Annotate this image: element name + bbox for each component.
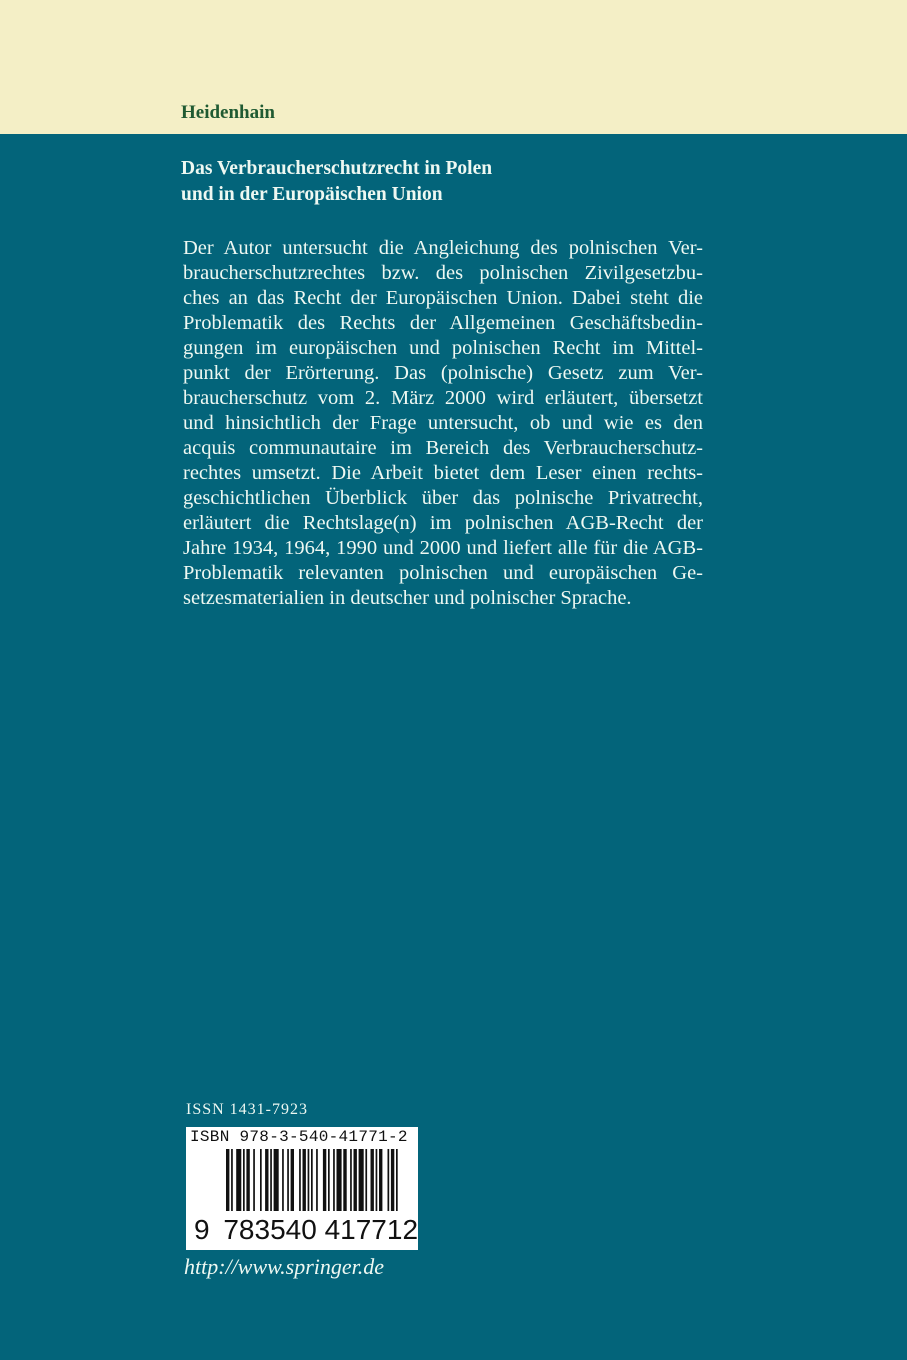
barcode-bar xyxy=(231,1149,233,1211)
author-name: Heidenhain xyxy=(181,102,275,123)
title-line: Das Verbraucherschutzrecht in Polen xyxy=(181,158,493,179)
barcode-bar xyxy=(333,1149,335,1211)
barcode-bar xyxy=(350,1149,352,1211)
blurb-line: erläutert die Rechtslage(n) im polnischen AGB-Recht der xyxy=(183,512,703,534)
blurb-line: Jahre 1934, 1964, 1990 und 2000 und liefert alle für die AGB- xyxy=(183,537,703,559)
barcode-bar xyxy=(311,1149,313,1211)
barcode-bars xyxy=(226,1149,406,1211)
barcode-bar xyxy=(226,1149,229,1211)
barcode-bar xyxy=(316,1149,318,1211)
barcode-bar xyxy=(371,1149,374,1211)
blurb-line: und hinsichtlich der Frage untersucht, ob und wie es den xyxy=(183,412,703,434)
barcode-bar xyxy=(376,1149,378,1211)
ean-digits xyxy=(194,1214,418,1246)
barcode-bar xyxy=(270,1149,272,1211)
blurb-line: braucherschutz vom 2. März 2000 wird erläutert, übersetzt xyxy=(183,387,703,409)
ean-right: 417712 xyxy=(324,1214,418,1245)
book-title xyxy=(181,156,492,208)
blurb-line: Der Autor untersucht die Angleichung des polnischen Ver- xyxy=(183,237,703,259)
barcode-bar xyxy=(396,1149,398,1211)
barcode-bar xyxy=(323,1149,326,1211)
blurb-line: geschichtlichen Überblick über das polnische Privatrecht, xyxy=(183,487,703,509)
barcode-bar xyxy=(260,1149,262,1211)
barcode-bar xyxy=(303,1149,306,1211)
barcode-bar xyxy=(328,1149,330,1211)
blurb-line: rechtes umsetzt. Die Arbeit bietet dem Leser einen rechts- xyxy=(183,462,703,484)
blurb-line: braucherschutzrechtes bzw. des polnischen Zivilgesetzbu- xyxy=(183,262,703,284)
barcode-bar xyxy=(365,1149,367,1211)
barcode-bar xyxy=(253,1149,255,1211)
barcode-bar xyxy=(391,1149,394,1211)
publisher-url[interactable]: http://www.springer.de xyxy=(184,1254,385,1279)
barcode-bar xyxy=(236,1149,241,1211)
barcode-bar xyxy=(337,1149,342,1211)
barcode-bar xyxy=(274,1149,279,1211)
barcode-bar xyxy=(243,1149,245,1211)
blurb-text xyxy=(183,236,703,611)
blurb-line: setzesmaterialien in deutscher und polnischer Sprache. xyxy=(183,587,632,609)
blurb-line: Problematik relevanten polnischen und europäischen Ge- xyxy=(183,562,703,584)
blurb-line: punkt der Erörterung. Das (polnische) Gesetz zum Ver- xyxy=(183,362,703,384)
barcode-bar xyxy=(343,1149,346,1211)
barcode-bar xyxy=(299,1149,301,1211)
ean-left: 783540 xyxy=(223,1214,317,1245)
barcode-bar xyxy=(354,1149,357,1211)
blurb-line: acquis communautaire im Bereich des Verbraucherschutz- xyxy=(183,437,703,459)
barcode-bar xyxy=(282,1149,284,1211)
barcode-bar xyxy=(359,1149,364,1211)
top-band xyxy=(0,0,907,134)
barcode-bar xyxy=(291,1149,294,1211)
issn: ISSN 1431-7923 xyxy=(186,1101,309,1118)
title-line: und in der Europäischen Union xyxy=(181,184,443,205)
barcode xyxy=(186,1127,418,1250)
barcode-bar xyxy=(246,1149,249,1211)
barcode-bar xyxy=(388,1149,390,1211)
barcode-bar xyxy=(379,1149,382,1211)
barcode-bar xyxy=(287,1149,289,1211)
barcode-bar xyxy=(265,1149,268,1211)
blurb-line: Problematik des Rechts der Allgemeinen Geschäftsbedin- xyxy=(183,312,703,334)
blurb-line: ches an das Recht der Europäischen Union. Dabei steht die xyxy=(183,287,703,309)
blurb-line: gungen im europäischen und polnischen Recht im Mittel- xyxy=(183,337,703,359)
isbn: ISBN 978-3-540-41771-2 xyxy=(190,1128,408,1146)
ean-first: 9 xyxy=(194,1214,210,1245)
barcode-bar xyxy=(308,1149,310,1211)
